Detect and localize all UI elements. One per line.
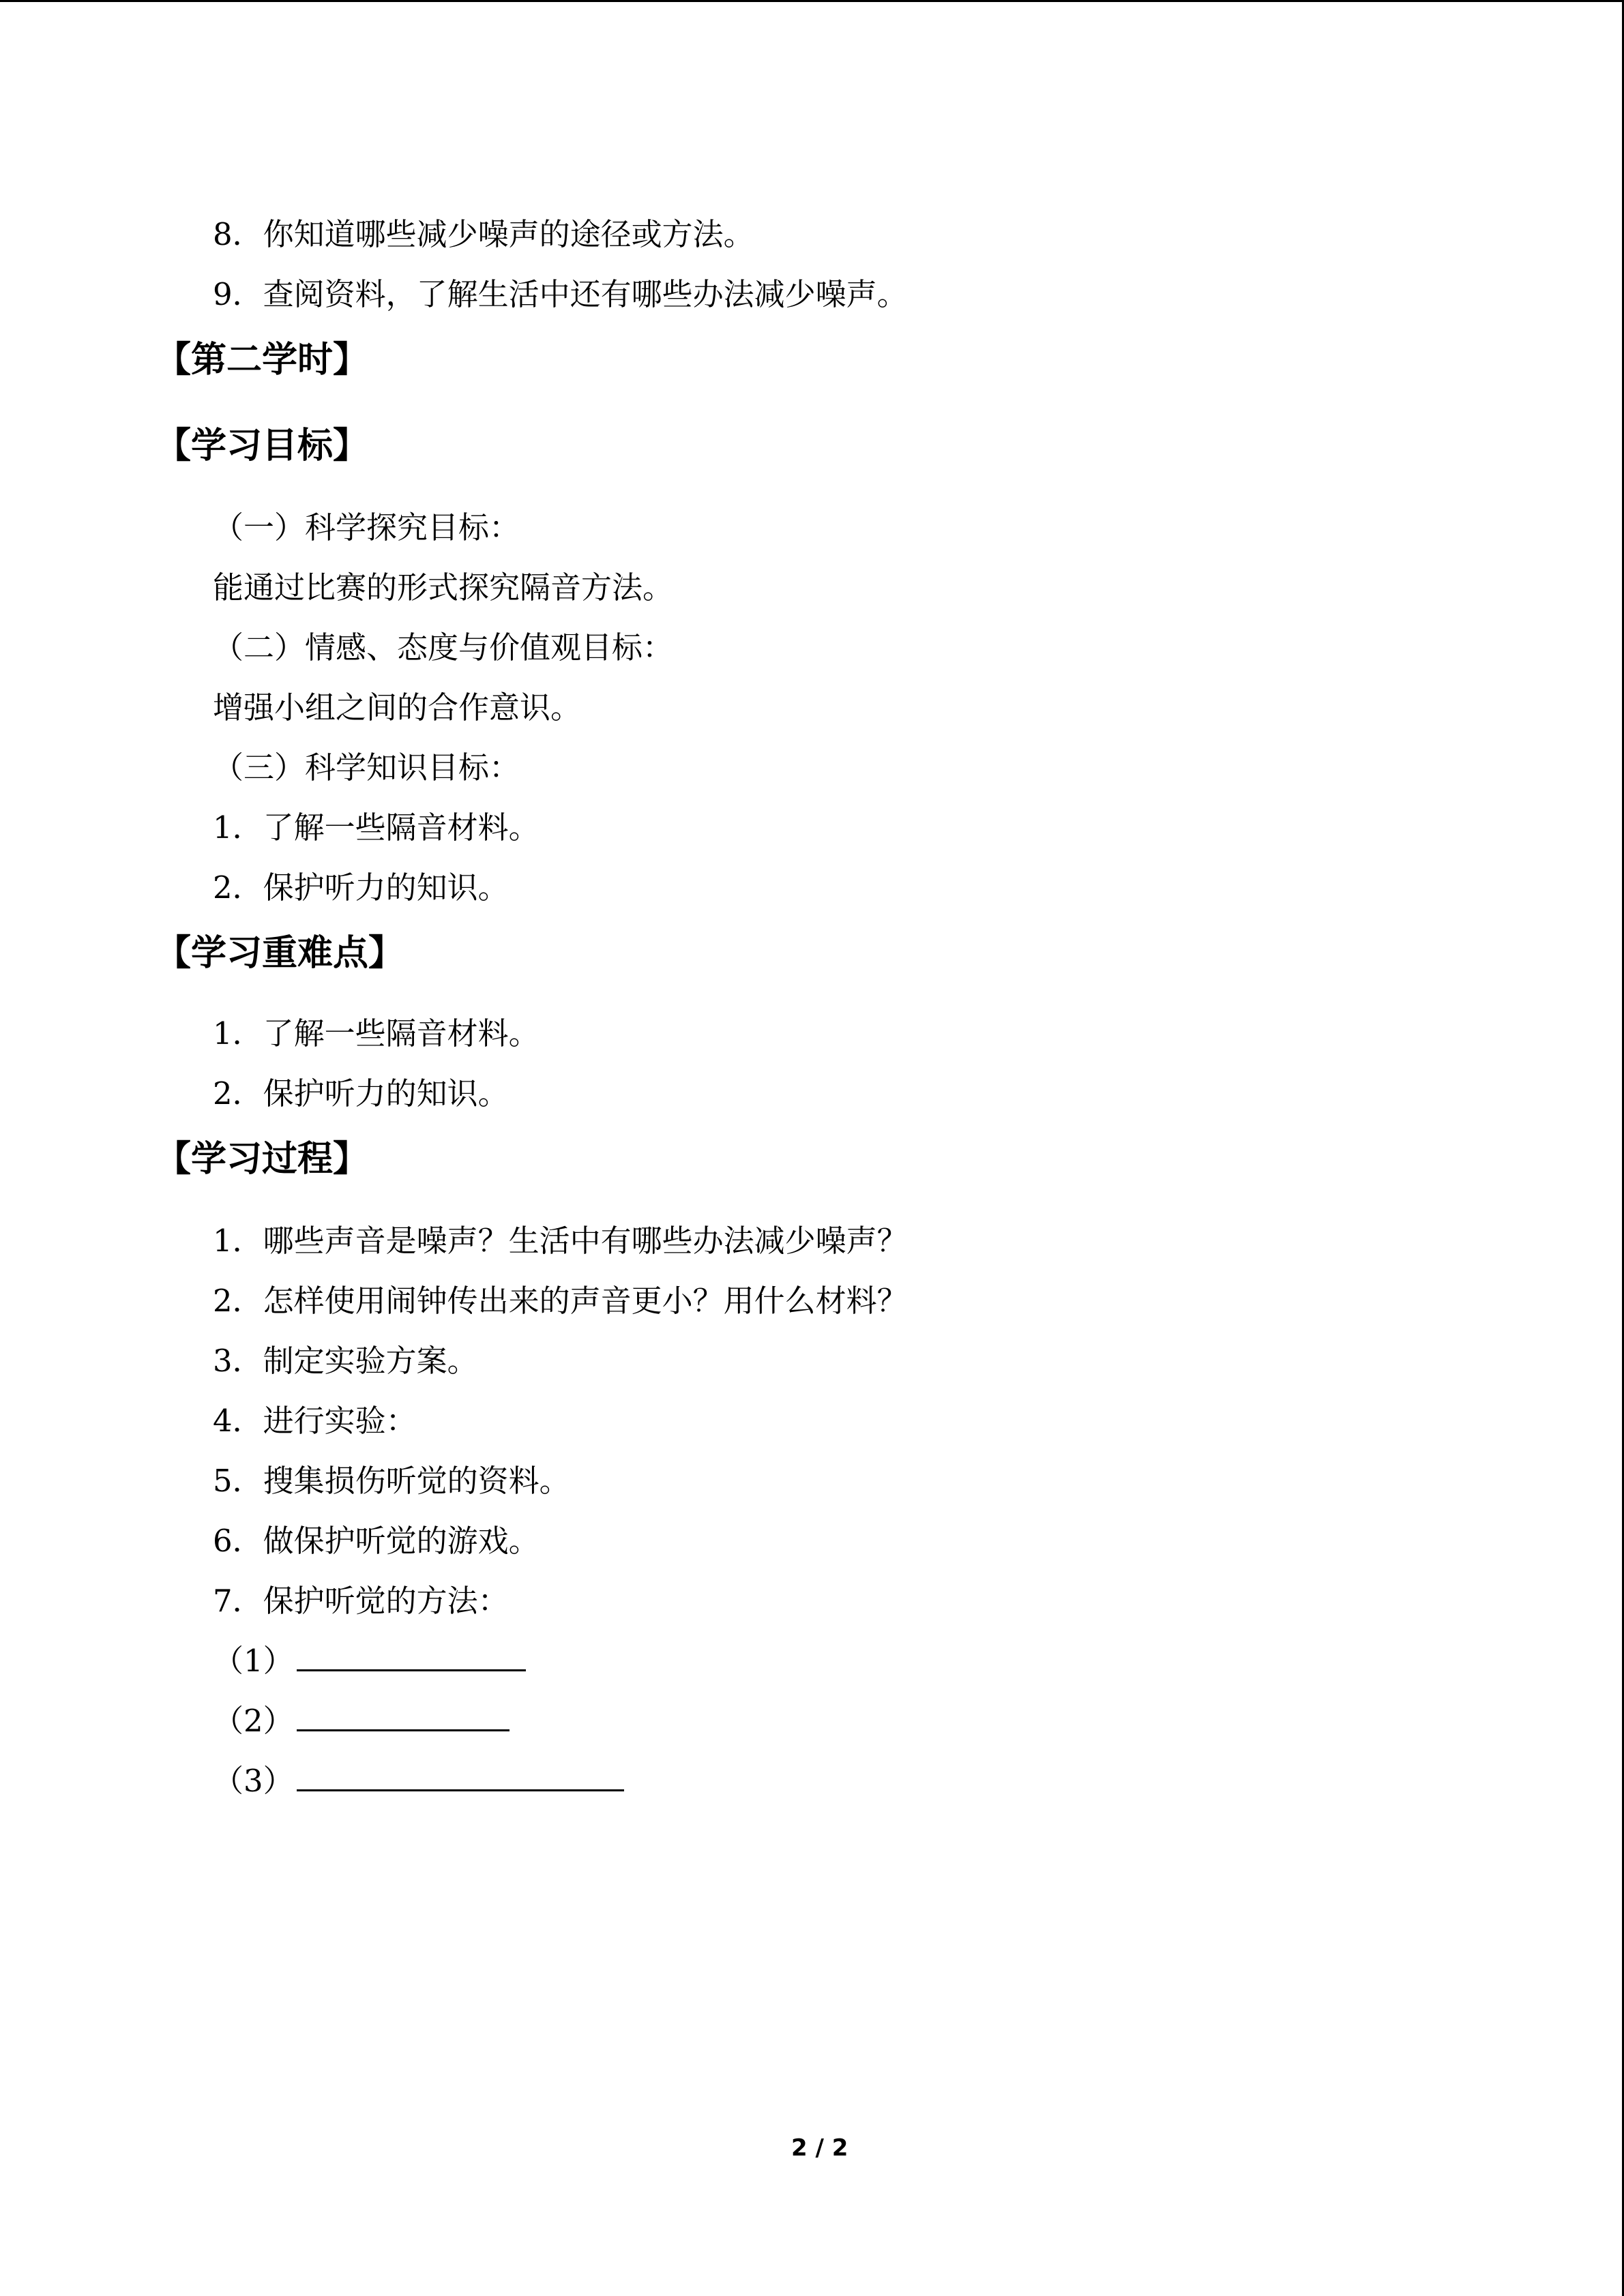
process-item-6: 6．做保护听觉的游戏。 [213,1523,540,1559]
answer-blank-1-label: （1） [213,1643,294,1679]
process-heading: 【学习过程】 [156,1139,369,1180]
answer-blank-1 [213,1641,526,1682]
inquiry-text: 能通过比赛的形式探究隔音方法。 [213,569,674,606]
answer-blank-3-line [297,1762,624,1791]
knowledge-label: （三）科学知识目标： [213,749,520,786]
key-point-1: 1．了解一些隔音材料。 [213,1015,540,1052]
attitude-label: （二）情感、态度与价值观目标： [213,629,674,666]
prev-item-8: 8．你知道哪些减少噪声的途径或方法。 [213,216,754,252]
prev-item-9: 9．查阅资料，了解生活中还有哪些办法减少噪声。 [213,276,908,312]
answer-blank-1-line [297,1642,526,1671]
key-points-heading: 【学习重难点】 [156,933,404,974]
objectives-heading: 【学习目标】 [156,426,369,466]
process-item-2: 2．怎样使用闹钟传出来的声音更小？用什么材料？ [213,1283,908,1319]
process-item-5: 5．搜集损伤听觉的资料。 [213,1463,570,1499]
process-item-7: 7．保护听觉的方法： [213,1583,509,1619]
answer-blank-2-label: （2） [213,1703,294,1739]
answer-blank-2 [213,1701,510,1742]
key-point-2: 2．保护听力的知识。 [213,1075,509,1112]
page-number: 2 / 2 [791,2134,848,2162]
attitude-text: 增强小组之间的合作意识。 [213,689,582,726]
answer-blank-3-label: （3） [213,1763,294,1799]
answer-blank-2-line [297,1702,510,1731]
answer-blank-3 [213,1761,624,1802]
page-top-border [0,0,1624,2]
process-item-3: 3．制定实验方案。 [213,1343,478,1379]
process-item-1: 1．哪些声音是噪声？生活中有哪些办法减少噪声？ [213,1223,908,1259]
process-item-4: 4．进行实验： [213,1403,417,1439]
knowledge-item-1: 1．了解一些隔音材料。 [213,809,540,846]
knowledge-item-2: 2．保护听力的知识。 [213,869,509,906]
inquiry-label: （一）科学探究目标： [213,509,520,546]
lesson-heading: 【第二学时】 [156,340,369,381]
